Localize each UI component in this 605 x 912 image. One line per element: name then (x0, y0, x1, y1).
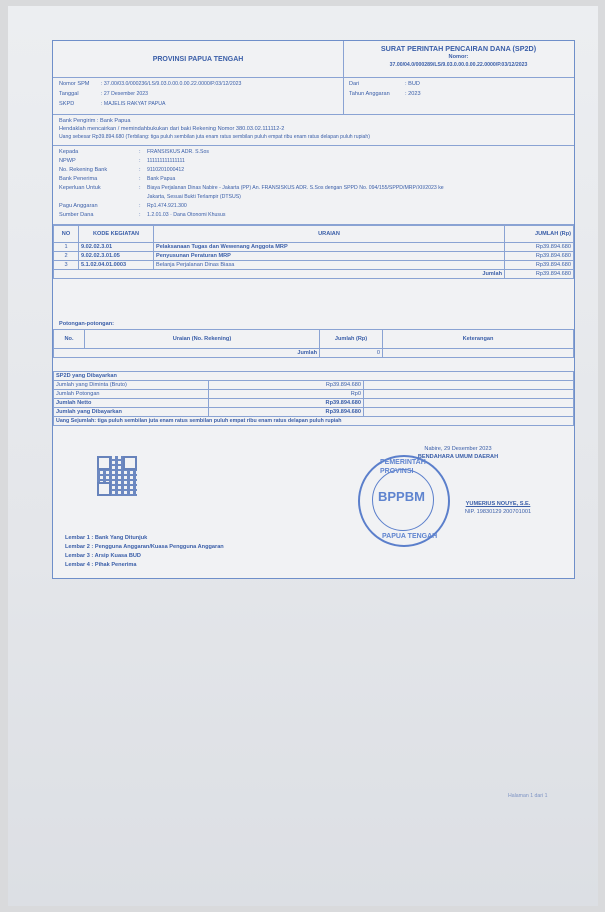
spm-info (53, 78, 574, 115)
recipient-label: Kepada (59, 149, 79, 155)
distribution-item: Lembar 1 : Bank Yang Ditunjuk (65, 535, 148, 541)
recipient-value: 1.2.01.03 · Dana Otonomi Khusus (147, 212, 226, 218)
row-uraian: Belanja Perjalanan Dinas Biasa (154, 261, 505, 270)
distribution-item: Lembar 3 : Arsip Kuasa BUD (65, 553, 141, 559)
row-kode: 5.1.02.04.01.0003 (79, 261, 154, 270)
nomor-label: Nomor: (448, 54, 469, 60)
distribution-item: Lembar 4 : Pihak Penerima (65, 562, 137, 568)
paid-blank (364, 408, 574, 417)
bank-sender: Bank Pengirim : Bank Papua (59, 118, 131, 124)
recipient-info (53, 146, 574, 225)
paid-blank (364, 381, 574, 390)
col-jumlah: JUMLAH (Rp) (505, 226, 574, 243)
pot-col-uraian: Uraian (No. Rekening) (85, 330, 320, 349)
table-row (54, 243, 574, 252)
row-jumlah: Rp39.894.680 (505, 243, 574, 252)
potongan-title: Potongan-potongan: (59, 321, 114, 327)
qr-code (97, 456, 137, 496)
stamp-bottom-text: PAPUA TENGAH (382, 533, 438, 540)
pot-col-jumlah: Jumlah (Rp) (320, 330, 383, 349)
pot-total-label: Jumlah (54, 349, 320, 358)
distribution-item: Lembar 2 : Pengguna Anggaran/Kuasa Pengguna Anggaran (65, 544, 224, 550)
signature-nip: NIP. 19830129 200701001 (464, 509, 532, 515)
info-label: Tanggal (59, 91, 79, 97)
recipient-colon: : (139, 203, 141, 209)
recipient-value: Bank Papua (147, 176, 176, 182)
table-row (54, 390, 574, 399)
signature-name: YUMERIUS NOUYE, S.E. (465, 501, 531, 507)
paid-label: Jumlah Netto (54, 399, 209, 408)
recipient-value: Biaya Perjalanan Dinas Nabire - Jakarta (PP) An. FRANSISKUS ADR. S.Sos dengan SPPD No. 094/155/SPPD/MRP/XII/2023 ke (147, 185, 444, 191)
amount-in-words: Uang sebesar Rp39.894.680 (Terbilang: tiga puluh sembilan juta enam ratus sembilan puluh empat ribu enam ratus delapan puluh rupiah) (59, 134, 370, 140)
row-jumlah: Rp39.894.680 (505, 261, 574, 270)
info-label: Dari (349, 81, 360, 87)
row-kode: 9.02.02.3.01 (79, 243, 154, 252)
info-label: SKPD (59, 101, 75, 107)
row-no: 2 (54, 252, 79, 261)
row-jumlah: Rp39.894.680 (505, 252, 574, 261)
paid-value: Rp0 (209, 390, 364, 399)
paid-value: Rp39.894.680 (209, 399, 364, 408)
recipient-colon: : (139, 212, 141, 218)
row-uraian: Penyusunan Peraturan MRP (154, 252, 505, 261)
stamp-center-text: BPPBM (378, 489, 425, 504)
stamp-top-text: PEMERINTAH PROVINSI (380, 459, 426, 475)
col-kode: KODE KEGIATAN (79, 226, 154, 243)
paid-value: Rp39.894.680 (209, 408, 364, 417)
recipient-colon: : (139, 149, 141, 155)
paid-label: Jumlah yang Dibayarkan (54, 408, 209, 417)
row-kode: 9.02.02.3.01.05 (79, 252, 154, 261)
info-value: : 2023 (405, 91, 421, 97)
province-title: PROVINSI PAPUA TENGAH (152, 56, 244, 63)
recipient-value: 111111111111111 (147, 158, 185, 164)
bank-instruction-text: Hendaklah mencairkan / memindahbukukan dari baki Rekening Nomor 380.03.02.111112-2 (59, 126, 285, 132)
recipient-value: Jakarta, Sesuai Bukti Terlampir (DTSUS) (147, 194, 241, 200)
col-no: NO (54, 226, 79, 243)
row-uraian: Pelaksanaan Tugas dan Wewenang Anggota MRP (154, 243, 505, 252)
activity-total-label: Jumlah (54, 270, 505, 279)
info-label: Tahun Anggaran (349, 91, 390, 97)
recipient-label: Keperluan Untuk (59, 185, 101, 191)
paid-value: Rp39.894.680 (209, 381, 364, 390)
activity-table (53, 225, 574, 279)
row-no: 1 (54, 243, 79, 252)
recipient-value: FRANSISKUS ADR. S.Sos (147, 149, 209, 155)
paid-blank (364, 399, 574, 408)
bank-instruction (53, 115, 574, 146)
signature-place-date: Nabire, 29 Desember 2023 (424, 446, 492, 452)
pot-total-value: 0 (320, 349, 383, 358)
sp2d-paid-title: SP2D yang Dibayarkan (54, 372, 574, 381)
table-row (54, 261, 574, 270)
signature-role: BENDAHARA UMUM DAERAH (417, 454, 499, 460)
document-title: SURAT PERINTAH PENCAIRAN DANA (SP2D) (380, 44, 537, 53)
table-row (54, 252, 574, 261)
document-header (53, 41, 574, 78)
recipient-label: Sumber Dana (59, 212, 94, 218)
recipient-label: Pagu Anggaran (59, 203, 98, 209)
sp2d-paid-table (53, 371, 574, 426)
pot-col-keterangan: Keterangan (383, 330, 574, 349)
recipient-value: 9110201000412 (147, 167, 185, 173)
table-row (54, 399, 574, 408)
paid-blank (364, 390, 574, 399)
recipient-value: Rp1.474.921.300 (147, 203, 187, 209)
recipient-colon: : (139, 167, 141, 173)
info-value: : BUD (405, 81, 420, 87)
info-value: : 27 Desember 2023 (101, 91, 149, 97)
paid-label: Jumlah Potongan (54, 390, 209, 399)
sp2d-terbilang: Uang Sejumlah: tiga puluh sembilan juta enam ratus sembilan puluh empat ribu enam ratus delapan puluh rupiah (54, 417, 574, 426)
info-label: Nomor SPM (59, 81, 90, 87)
info-value: : 37.00/03.0/000236/LS/9.03.0.00.0.00.22.0000/P.03/12/2023 (101, 81, 242, 87)
recipient-colon: : (139, 158, 141, 164)
recipient-colon: : (139, 176, 141, 182)
col-uraian: URAIAN (154, 226, 505, 243)
recipient-label: No. Rekening Bank (59, 167, 108, 173)
potongan-table (53, 329, 574, 358)
sp2d-document (52, 40, 575, 579)
table-row (54, 381, 574, 390)
table-row (54, 408, 574, 417)
pot-col-no: No. (54, 330, 85, 349)
info-value: : MAJELIS RAKYAT PAPUA (101, 101, 166, 107)
row-no: 3 (54, 261, 79, 270)
sp2d-number: 37.00/04.0/000289/LS/9.03.0.00.0.00.22.0000/P.03/12/2023 (389, 62, 528, 68)
page-number: Halaman 1 dari 1 (508, 793, 548, 799)
recipient-label: NPWP (59, 158, 76, 164)
activity-total-value: Rp39.894.680 (505, 270, 574, 279)
recipient-label: Bank Penerima (59, 176, 98, 182)
recipient-colon: : (139, 185, 141, 191)
paid-label: Jumlah yang Diminta (Bruto) (54, 381, 209, 390)
